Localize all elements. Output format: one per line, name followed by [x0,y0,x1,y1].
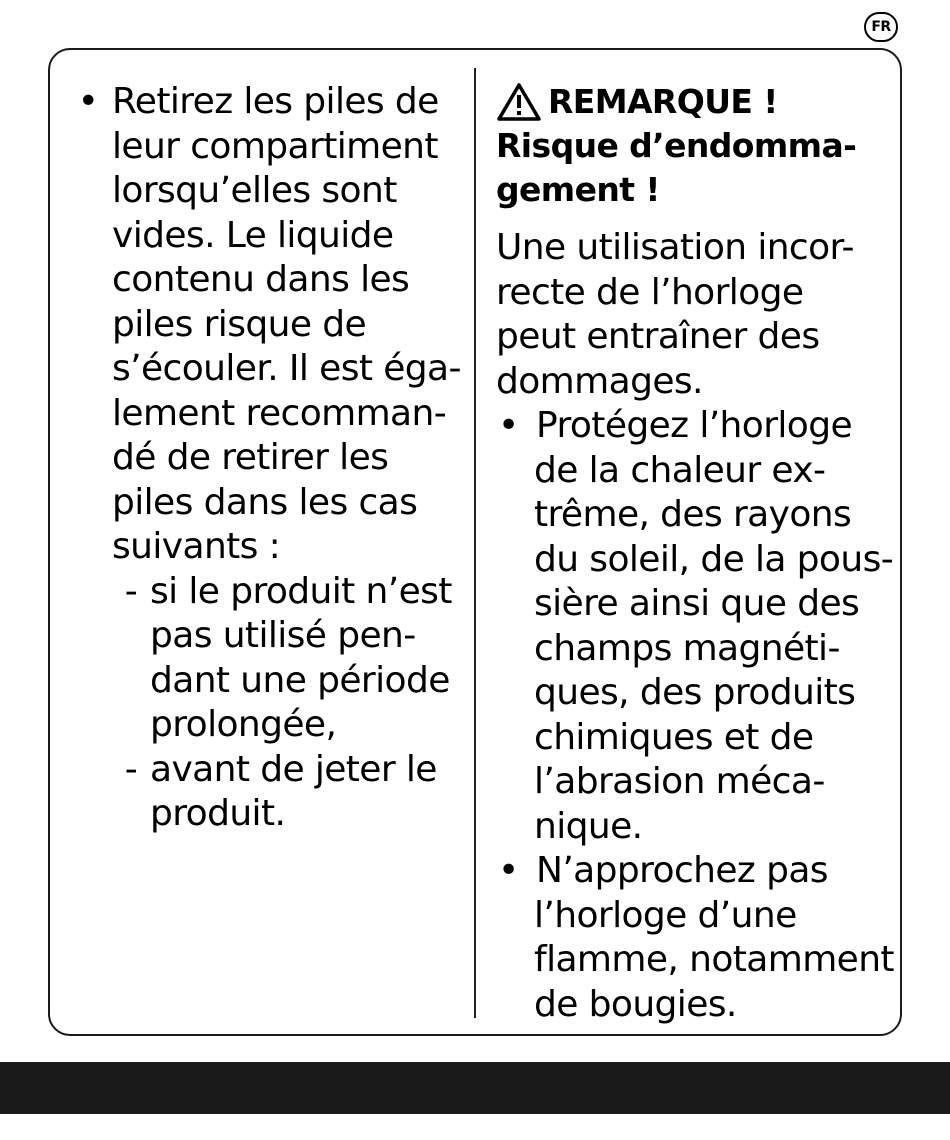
text-line: vides. Le liquide [112,214,394,256]
text-line: N’approchez pas [536,850,828,891]
footer-bar [0,1062,950,1114]
text-line: Protégez l’horloge [536,405,853,446]
text-line: s’écouler. Il est éga- [112,348,461,389]
text-line: suivants : [112,526,281,567]
right-column [496,80,896,1027]
text-line: l’horloge d’une [534,894,797,936]
heading-line: Risque d’endomma- [496,126,857,165]
text-line: trême, des rayons [534,494,852,535]
text-line: dommages. [496,360,703,402]
text-line: champs magnéti- [534,627,840,669]
dash-symbol: - [124,748,138,790]
bullet-symbol: • [498,405,519,446]
text-line: sière ainsi que des [534,583,860,624]
text-line: chimiques et de [534,716,814,758]
sub-item [64,570,464,748]
text-line: piles risque de [112,303,367,345]
text-line: contenu dans les [112,259,410,300]
text-line: produit. [150,793,286,834]
text-line: si le produit n’est [150,570,452,612]
language-badge: FR [864,12,898,42]
text-line: peut entraîner des [496,316,820,357]
heading-line: gement ! [496,170,660,209]
text-line: avant de jeter le [150,748,437,790]
text-line: lement recomman- [112,392,447,434]
text-line: l’abrasion méca- [534,761,825,802]
bullet-symbol: • [498,850,519,891]
intro-paragraph [496,226,896,404]
text-line: du soleil, de la pous- [534,538,894,580]
text-line: dé de retirer les [112,437,389,478]
text-line: Retirez les piles de [112,81,439,122]
text-line: piles dans les cas [112,481,418,523]
bullet-item [496,849,896,1027]
column-divider [474,68,476,1018]
text-line: de la chaleur ex- [534,449,826,491]
text-line: de bougies. [534,983,737,1025]
dash-symbol: - [124,570,138,612]
text-line: prolongée, [150,704,337,745]
text-line: lorsqu’elles sont [112,170,397,211]
text-line: ques, des produits [534,672,856,713]
left-column [64,80,464,837]
sub-item [64,748,464,837]
bullet-item [64,80,464,125]
warning-heading [496,80,896,212]
text-line: flamme, notamment [534,939,894,980]
text-line: nique. [534,805,643,847]
text-line: leur compartiment [112,125,438,167]
text-line: Une utilisation incor- [496,227,854,268]
text-line: recte de l’horloge [496,271,804,313]
warning-triangle-icon [496,82,542,122]
bullet-symbol: • [77,81,99,122]
text-line: pas utilisé pen- [150,615,416,656]
heading-line: REMARQUE ! [548,82,778,121]
bullet-item [496,404,896,849]
text-line: dant une période [150,659,450,701]
